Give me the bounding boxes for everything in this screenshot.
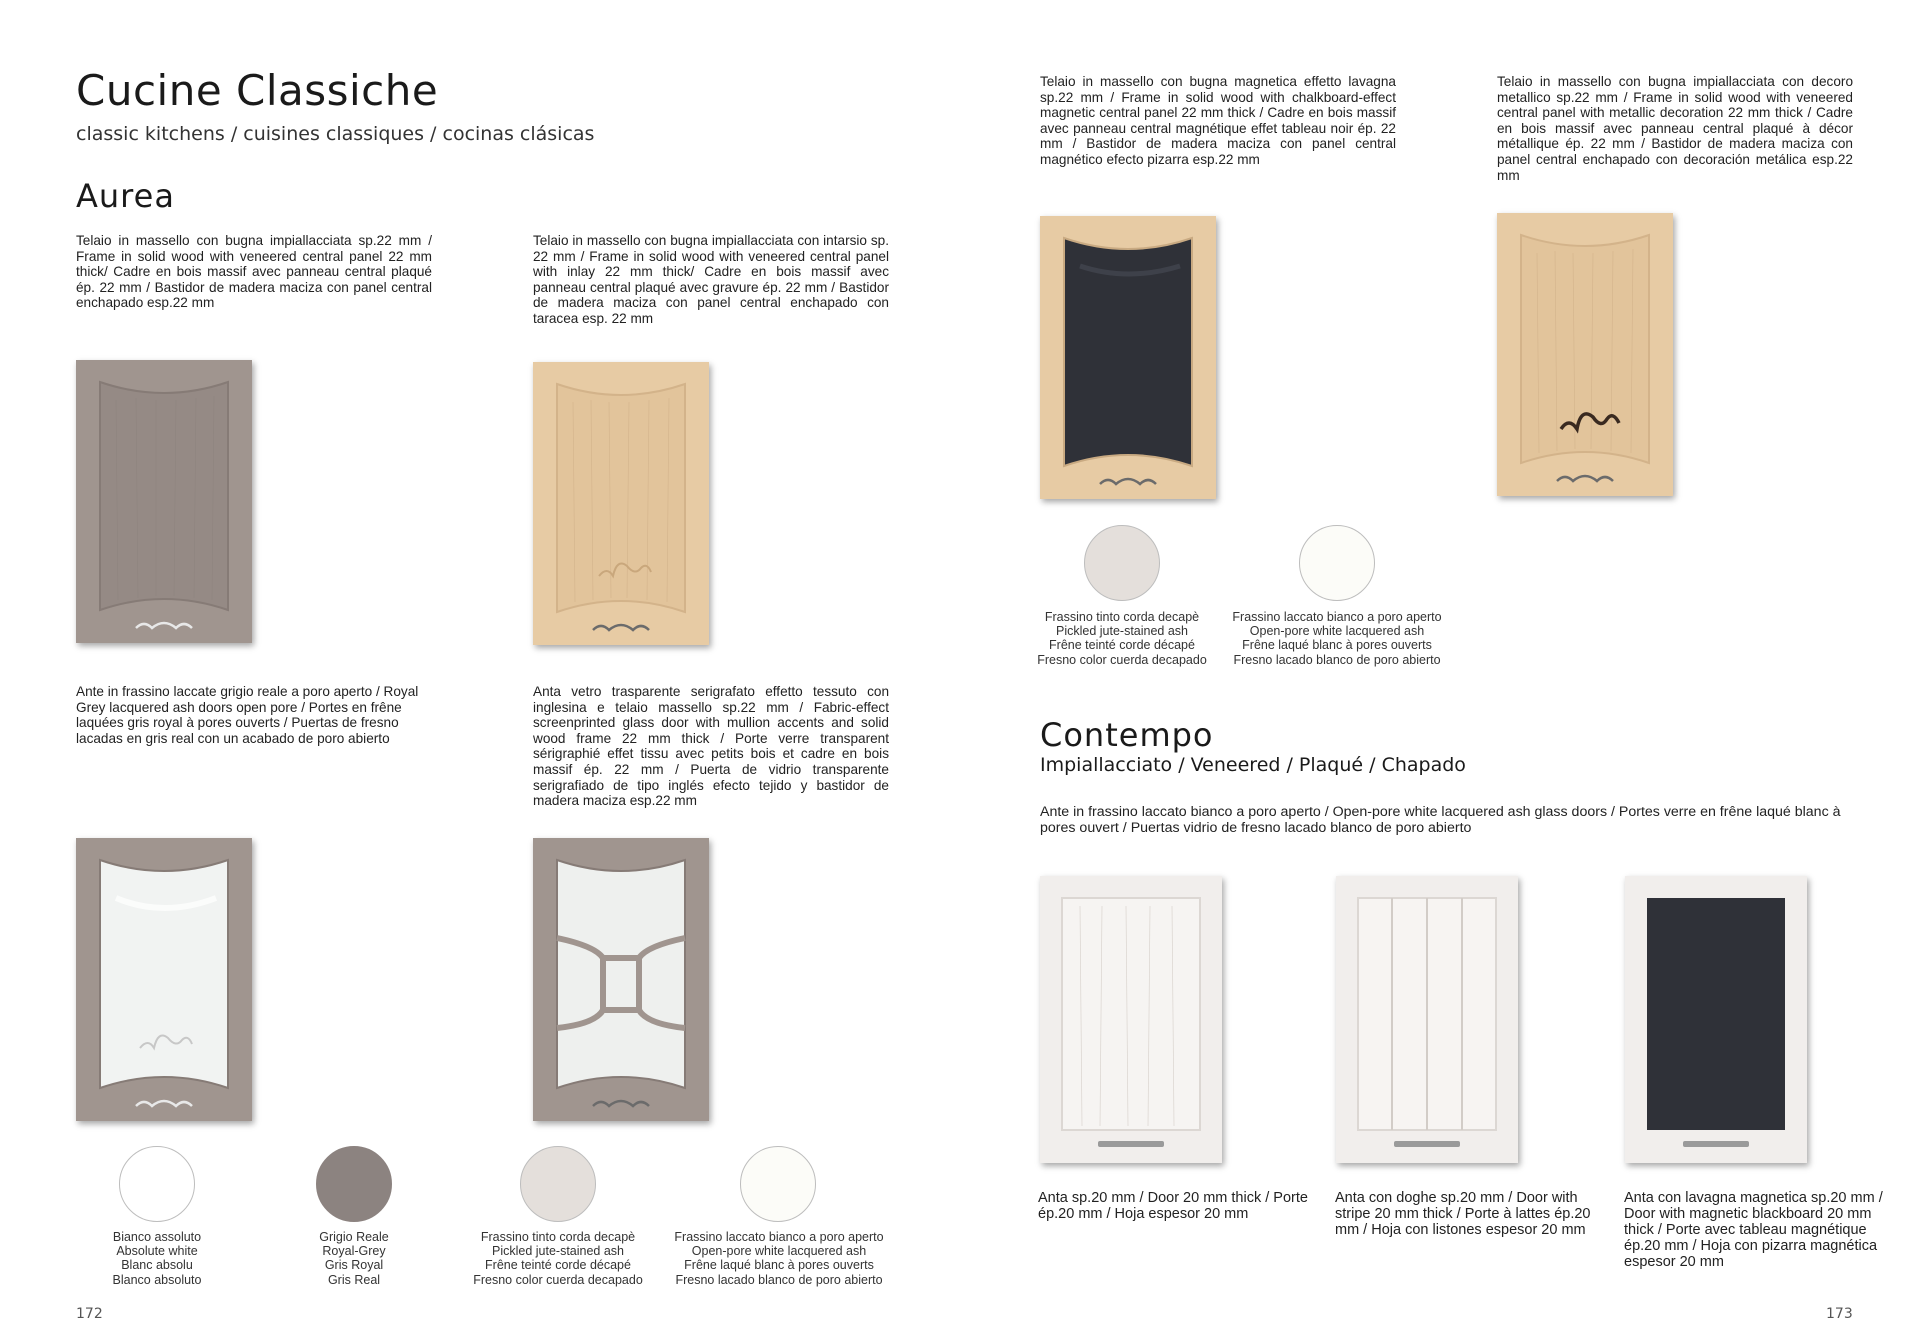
door-aurea-mullion-glass (533, 838, 709, 1121)
contempo-caption-1: Anta sp.20 mm / Door 20 mm thick / Porte ép.20 mm / Hoja espesor 20 mm (1038, 1190, 1308, 1222)
contempo-caption-3: Anta con lavagna magnetica sp.20 mm / Door with magnetic blackboard 20 mm thick / Porte avec tableau magnétique ép.20 mm / Hoja con pizarra magnética espesor 20 mm (1624, 1190, 1883, 1270)
door-aurea-grey-glass (76, 838, 252, 1121)
swatch-label: Bianco assoluto Absolute white Blanc absolu Blanco absoluto (112, 1230, 202, 1287)
aurea-description-5: Telaio in massello con bugna magnetica effetto lavagna sp.22 mm / Frame in solid wood with chalkboard-effect magnetic central panel 22 mm thick / Cadre en bois massif avec panneau central magnétique effet tableau noir ép. 22 mm / Bastidor de madera maciza con panel central magnético efecto pizarra esp.22 mm (1040, 74, 1396, 167)
page-number-left: 172 (76, 1306, 103, 1322)
door-contempo-stripes (1336, 876, 1518, 1163)
aurea-description-1: Telaio in massello con bugna impiallacciata sp.22 mm / Frame in solid wood with veneered central panel 22 mm thick/ Cadre en bois massif avec panneau central plaqué ép. 22 mm / Bastidor de madera maciza con panel central enchapado esp.22 mm (76, 233, 432, 311)
swatch-label: Frassino tinto corda decapè Pickled jute-stained ash Frêne teinté corde décapé Fresno color cuerda decapado (1037, 610, 1207, 667)
swatch-grigio-reale (316, 1146, 392, 1222)
swatch-frassino-bianco (1299, 525, 1375, 601)
swatch-bianco-assoluto (119, 1146, 195, 1222)
aurea-description-4: Anta vetro trasparente serigrafato effetto tessuto con inglesina e telaio massello sp.22 mm / Fabric-effect screenprinted glass door with mullion accents and solid wood frame 22 mm thick / Porte verre transparent sérigraphié effet tissu avec petits bois et cadre en bois massif ép. 22 mm / Puerta de vidrio transparente serigrafiado de tipo inglés efecto tejido y bastidor de madera maciza esp.22 mm (533, 684, 889, 809)
door-contempo-blackboard (1625, 876, 1807, 1163)
page-number-right: 173 (1826, 1306, 1853, 1322)
aurea-description-6: Telaio in massello con bugna impiallacciata con decoro metallico sp.22 mm / Frame in solid wood with veneered central panel with metallic decoration 22 mm thick / Cadre en bois massif avec panneau central plaqué à décor métallique ép. 22 mm / Bastidor de madera maciza con panel central enchapado con decoración metálica esp.22 mm (1497, 74, 1853, 183)
swatch-label: Frassino laccato bianco a poro aperto Open-pore white lacquered ash Frêne laqué blanc à pores ouverts Fresno lacado blanco de poro abierto (674, 1230, 884, 1287)
page-title: Cucine Classiche (76, 66, 439, 115)
door-contempo-plain (1040, 876, 1222, 1163)
page-subtitle: classic kitchens / cuisines classiques / cocinas clásicas (76, 123, 595, 145)
contempo-description: Ante in frassino laccato bianco a poro aperto / Open-pore white lacquered ash glass doors / Portes verre en frêne laqué blanc à pores ouvert / Puertas vidrio de fresno lacado blanco de poro abierto (1040, 804, 1841, 836)
door-aurea-natural (533, 362, 709, 645)
section-title-contempo: Contempo (1040, 716, 1214, 754)
swatch-label: Frassino tinto corda decapè Pickled jute-stained ash Frêne teinté corde décapé Fresno color cuerda decapado (473, 1230, 643, 1287)
section-title-aurea: Aurea (76, 177, 175, 215)
swatch-label: Grigio Reale Royal-Grey Gris Royal Gris Real (319, 1230, 389, 1287)
swatch-frassino-corda (520, 1146, 596, 1222)
swatch-label: Frassino laccato bianco a poro aperto Open-pore white lacquered ash Frêne laqué blanc à pores ouverts Fresno lacado blanco de poro abierto (1232, 610, 1442, 667)
contempo-caption-2: Anta con doghe sp.20 mm / Door with stripe 20 mm thick / Porte à lattes ép.20 mm / Hoja con listones espesor 20 mm (1335, 1190, 1591, 1238)
door-aurea-metal-decor (1497, 213, 1673, 496)
swatch-frassino-corda (1084, 525, 1160, 601)
door-aurea-blackboard (1040, 216, 1216, 499)
door-aurea-grey (76, 360, 252, 643)
swatch-frassino-bianco (740, 1146, 816, 1222)
section-subtitle-contempo: Impiallacciato / Veneered / Plaqué / Chapado (1040, 754, 1466, 776)
aurea-description-3: Ante in frassino laccate grigio reale a poro aperto / Royal Grey lacquered ash doors open pore / Portes en frêne laquées gris royal à pores ouverts / Puertas de fresno lacadas en gris real con un acabado de poro abierto (76, 684, 419, 746)
aurea-description-2: Telaio in massello con bugna impiallacciata con intarsio sp. 22 mm / Frame in solid wood with veneered central panel with inlay 22 mm thick/ Cadre en bois massif avec panneau central plaqué avec gravure ép. 22 mm / Bastidor de madera maciza con panel central enchapado con taracea esp. 22 mm (533, 233, 889, 326)
